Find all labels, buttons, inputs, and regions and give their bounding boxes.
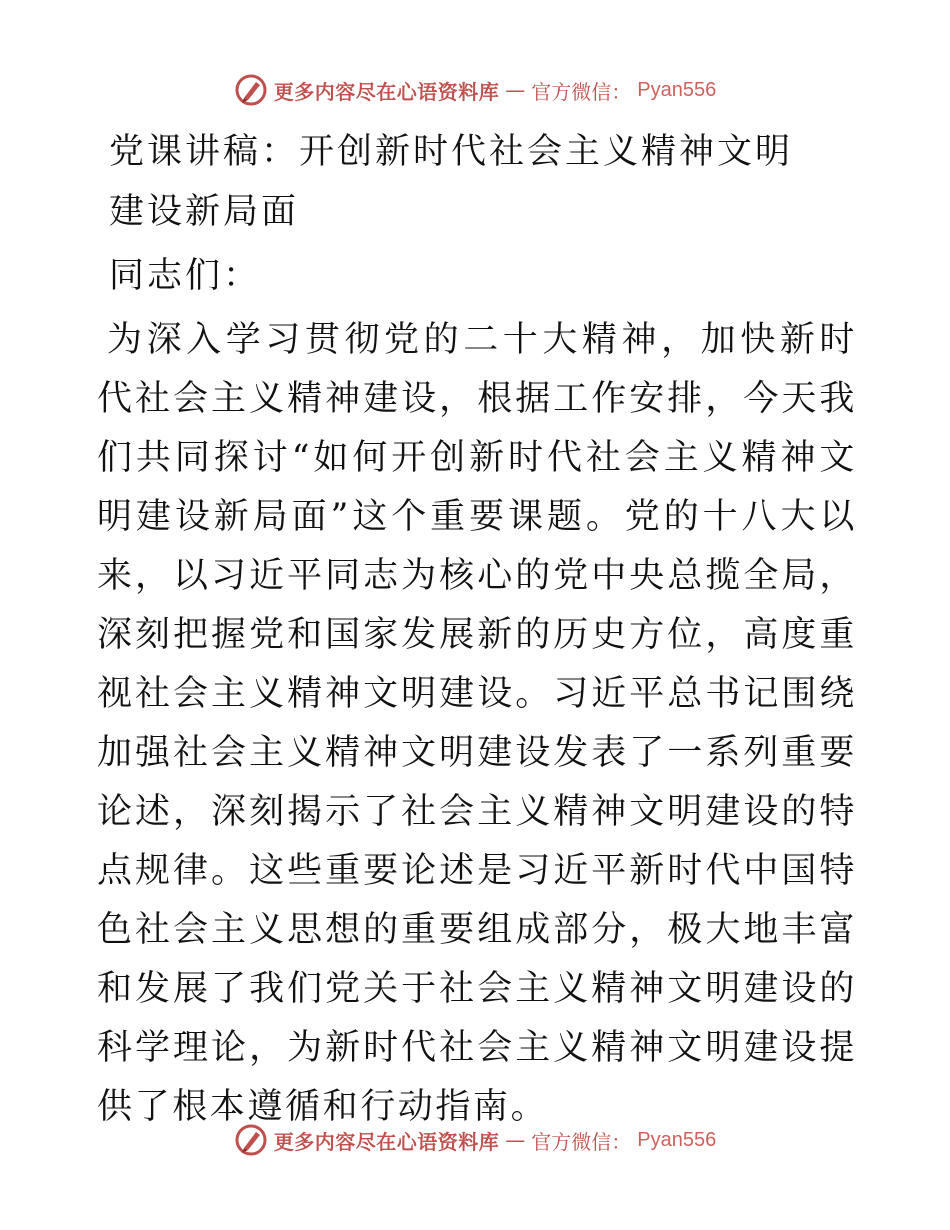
title-line-1: 党课讲稿：开创新时代社会主义精神文明 (109, 132, 794, 172)
watermark-id: Pyan556 (637, 78, 717, 101)
watermark-dash: — (505, 78, 526, 102)
watermark-id: Pyan556 (637, 1128, 717, 1151)
watermark-text: 更多内容尽在心语资料库 (273, 1129, 500, 1154)
body-paragraph: 为深入学习贯彻党的二十大精神，加快新时代社会主义精神建设，根据工作安排，今天我们共同探讨“如何开创新时代社会主义精神文明建设新局面”这个重要课题。党的十八大以来，以习近平同志为核心的党中央总揽全局，深刻把握党和国家发展新的历史方位，高度重视社会主义精神文明建设。习近平总书记围绕加强社会主义精神文明建设发表了一系列重要论述，深刻揭示了社会主义精神文明建设的特点规律。这些重要论述是习近平新时代中国特色社会主义思想的重要组成部分，极大地丰富和发展了我们党关于社会主义精神文明建设的科学理论，为新时代社会主义精神文明建设提供了根本遵循和行动指南。 (97, 320, 857, 1127)
document-title (97, 122, 857, 242)
header-watermark (0, 70, 950, 110)
watermark-text: 更多内容尽在心语资料库 (273, 79, 500, 104)
footer-watermark (0, 1120, 950, 1160)
title-line-2: 建设新局面 (109, 192, 300, 232)
watermark-sub: 官方微信： (531, 1129, 632, 1154)
watermark-dash: — (505, 1128, 526, 1152)
watermark-sub: 官方微信： (531, 79, 632, 104)
salutation: 同志们： (109, 256, 262, 296)
pen-logo-icon (234, 73, 268, 107)
pen-logo-icon (234, 1123, 268, 1157)
document-page (97, 122, 857, 1137)
